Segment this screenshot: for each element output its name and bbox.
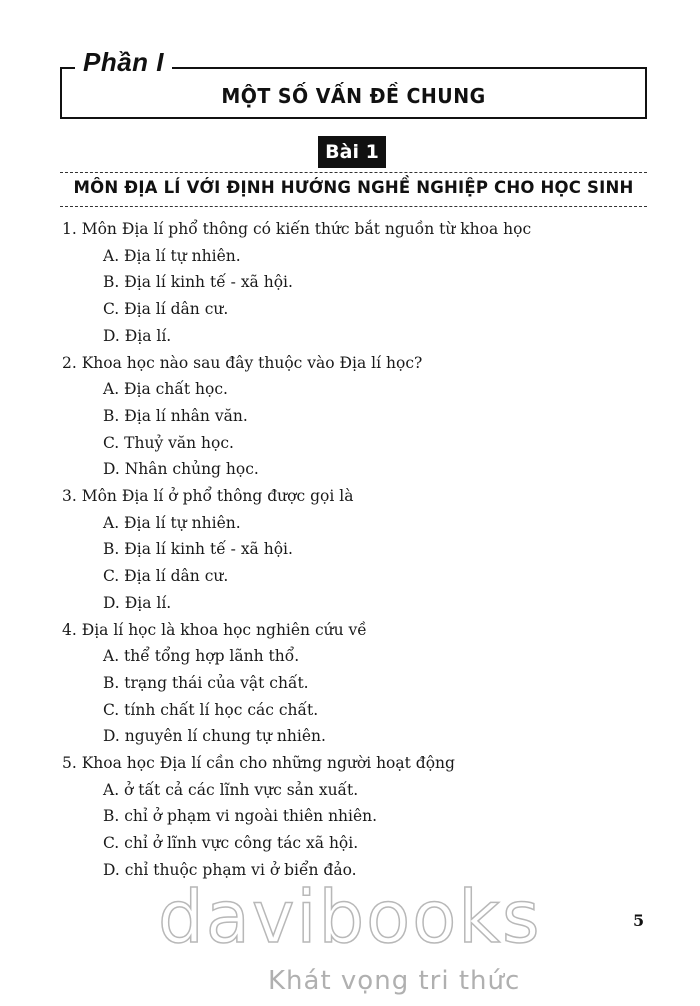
question-stem: 3. Môn Địa lí ở phổ thông được gọi là <box>62 487 354 506</box>
lesson-title: MÔN ĐỊA LÍ VỚI ĐỊNH HƯỚNG NGHỀ NGHIỆP CHO HỌC SINH <box>73 178 634 197</box>
answer-option: C. Địa lí dân cư. <box>103 567 229 586</box>
answer-option: B. Địa lí kinh tế - xã hội. <box>103 273 293 292</box>
watermark-logo: davibooks <box>158 875 542 959</box>
part-title: MỘT SỐ VẤN ĐỀ CHUNG <box>221 84 486 108</box>
answer-option: A. ở tất cả các lĩnh vực sản xuất. <box>103 780 359 799</box>
answer-option: B. Địa lí nhân văn. <box>103 406 248 425</box>
lesson-badge: Bài 1 <box>318 136 386 168</box>
question-stem: 1. Môn Địa lí phổ thông có kiến thức bắt nguồn từ khoa học <box>62 220 532 238</box>
question-4 <box>62 617 622 751</box>
answer-option: C. tính chất lí học các chất. <box>103 700 319 719</box>
question-stem: 2. Khoa học nào sau đây thuộc vào Địa lí học? <box>62 353 423 372</box>
question-3 <box>62 483 622 617</box>
answer-option: C. Địa lí dân cư. <box>103 300 229 319</box>
answer-option: C. chỉ ở lĩnh vực công tác xã hội. <box>103 834 359 853</box>
answer-option: A. Địa lí tự nhiên. <box>103 246 241 265</box>
answer-option: B. Địa lí kinh tế - xã hội. <box>103 540 293 559</box>
answer-option: D. chỉ thuộc phạm vi ở biển đảo. <box>103 860 357 879</box>
answer-option: B. chỉ ở phạm vi ngoài thiên nhiên. <box>103 807 378 826</box>
divider-bottom <box>60 206 647 207</box>
answer-option: D. Nhân chủng học. <box>103 460 259 479</box>
answer-option: B. trạng thái của vật chất. <box>103 673 309 692</box>
divider-top <box>60 172 647 173</box>
question-5 <box>62 750 622 884</box>
answer-option: D. Địa lí. <box>103 326 172 345</box>
answer-option: C. Thuỷ văn học. <box>103 433 234 452</box>
question-stem: 5. Khoa học Địa lí cần cho những người hoạt động <box>62 754 455 773</box>
question-stem: 4. Địa lí học là khoa học nghiên cứu về <box>62 620 367 639</box>
answer-option: A. thể tổng hợp lãnh thổ. <box>103 647 300 666</box>
question-1 <box>62 216 622 350</box>
answer-option: D. Địa lí. <box>103 593 172 612</box>
answer-option: D. nguyên lí chung tự nhiên. <box>103 727 326 746</box>
question-2 <box>62 350 622 484</box>
page-number: 5 <box>633 911 645 930</box>
part-label: Phần I <box>75 47 172 78</box>
question-list <box>62 216 622 884</box>
answer-option: A. Địa lí tự nhiên. <box>103 513 241 532</box>
watermark-slogan: Khát vọng tri thức <box>268 966 521 996</box>
answer-option: A. Địa chất học. <box>103 380 228 399</box>
